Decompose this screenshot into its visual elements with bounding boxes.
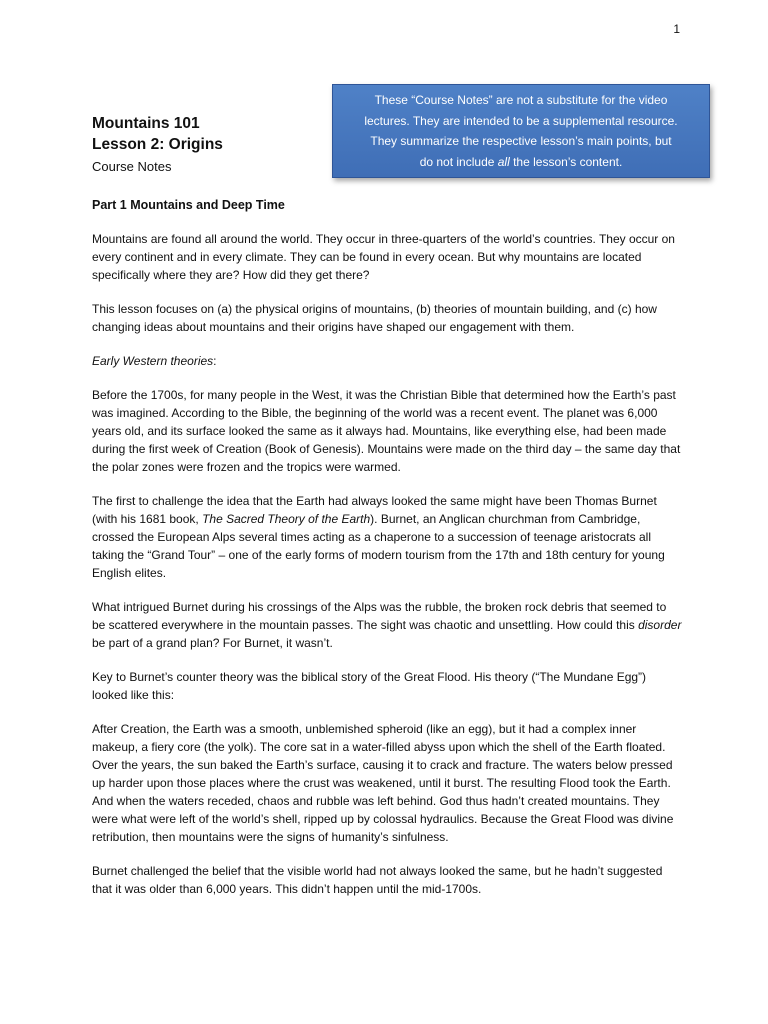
disclaimer-callout: [332, 84, 710, 178]
book-title: The Sacred Theory of the Earth: [202, 512, 371, 526]
subheading-colon: :: [213, 354, 217, 368]
paragraph-focus: This lesson focuses on (a) the physical origins of mountains, (b) theories of mountain building, and (c) how changing ideas about mountains and their origins have shaped our engagement with them.: [92, 302, 657, 334]
callout-line-4: [343, 152, 699, 173]
subheading-early-theories: [92, 352, 682, 370]
paragraph-rubble: [92, 598, 682, 652]
paragraph-conclusion: Burnet challenged the belief that the visible world had not always looked the same, but he hadn’t suggested that it was older than 6,000 years. This didn’t happen until the mid-1700s.: [92, 864, 663, 896]
callout-line-4-end: the lesson’s content.: [509, 154, 623, 169]
paragraph-burnet-start: The first to challenge the idea that the Earth had always looked the same might have been Thomas Burnet (with his 1681 book,: [92, 494, 657, 526]
callout-line-1: These “Course Notes” are not a substitute for the video: [374, 93, 668, 107]
callout-emphasis: all: [497, 154, 510, 169]
body-content: [92, 196, 682, 914]
paragraph-rubble-end: be part of a grand plan? For Burnet, it wasn’t.: [92, 636, 333, 650]
document-title: Mountains 101: [92, 115, 200, 132]
disorder-emphasis: disorder: [638, 618, 682, 632]
title-block: [92, 113, 223, 177]
lesson-title: Lesson 2: Origins: [92, 136, 223, 153]
course-notes-label: Course Notes: [92, 159, 172, 174]
callout-line-4-start: do not include: [419, 154, 498, 169]
paragraph-burnet-end: ). Burnet, an Anglican churchman from Cambridge, crossed the European Alps several times acting as a chaperone to a succession of teenage aristocrats all taking the “Grand Tour” – one of the early forms of modern tourism from the 17th and 18th century for young English elites.: [92, 512, 665, 580]
subheading-text: Early Western theories: [92, 354, 214, 368]
paragraph-intro: Mountains are found all around the world. They occur in three-quarters of the world’s countries. They occur on every continent and in every climate. They can be found in every ocean. But why mountains are located specifically where they are? How did they get there?: [92, 232, 675, 282]
callout-line-3: They summarize the respective lesson’s main points, but: [370, 134, 672, 148]
paragraph-rubble-start: What intrigued Burnet during his crossings of the Alps was the rubble, the broken rock debris that seemed to be scattered everywhere in the mountain passes. The sight was chaotic and unsettling. How could this: [92, 600, 667, 632]
section-heading: Part 1 Mountains and Deep Time: [92, 198, 285, 212]
paragraph-burnet: [92, 492, 682, 582]
callout-line-2: lectures. They are intended to be a supplemental resource.: [364, 113, 678, 128]
page-number: 1: [673, 22, 680, 36]
paragraph-mundane-egg: After Creation, the Earth was a smooth, unblemished spheroid (like an egg), but it had a complex inner makeup, a fiery core (the yolk). The core sat in a water-filled abyss upon which the shell of the Earth floated. Over the years, the sun baked the Earth’s surface, causing it to crack and fracture. The waters below pressed up harder upon those places where the crust was weakened, until it burst. The resulting Flood took the Earth. And when the waters receded, chaos and rubble was left behind. God thus hadn’t created mountains. They were what were left of the world’s shell, ripped up by colossal hydraulics. Because the Great Flood was divine retribution, then mountains were the signs of humanity’s sinfulness.: [92, 722, 674, 844]
paragraph-bible: Before the 1700s, for many people in the West, it was the Christian Bible that determined how the Earth’s past was imagined. According to the Bible, the beginning of the world was a recent event. The planet was 6,000 years old, and its surface looked the same as it always had. Mountains, like everything else, had been made during the first week of Creation (Book of Genesis). Mountains were made on the third day – the same day that the polar zones were frozen and the tropics were warmed.: [92, 388, 681, 474]
paragraph-counter-theory: Key to Burnet’s counter theory was the biblical story of the Great Flood. His theory (“The Mundane Egg”) looked like this:: [92, 670, 647, 702]
